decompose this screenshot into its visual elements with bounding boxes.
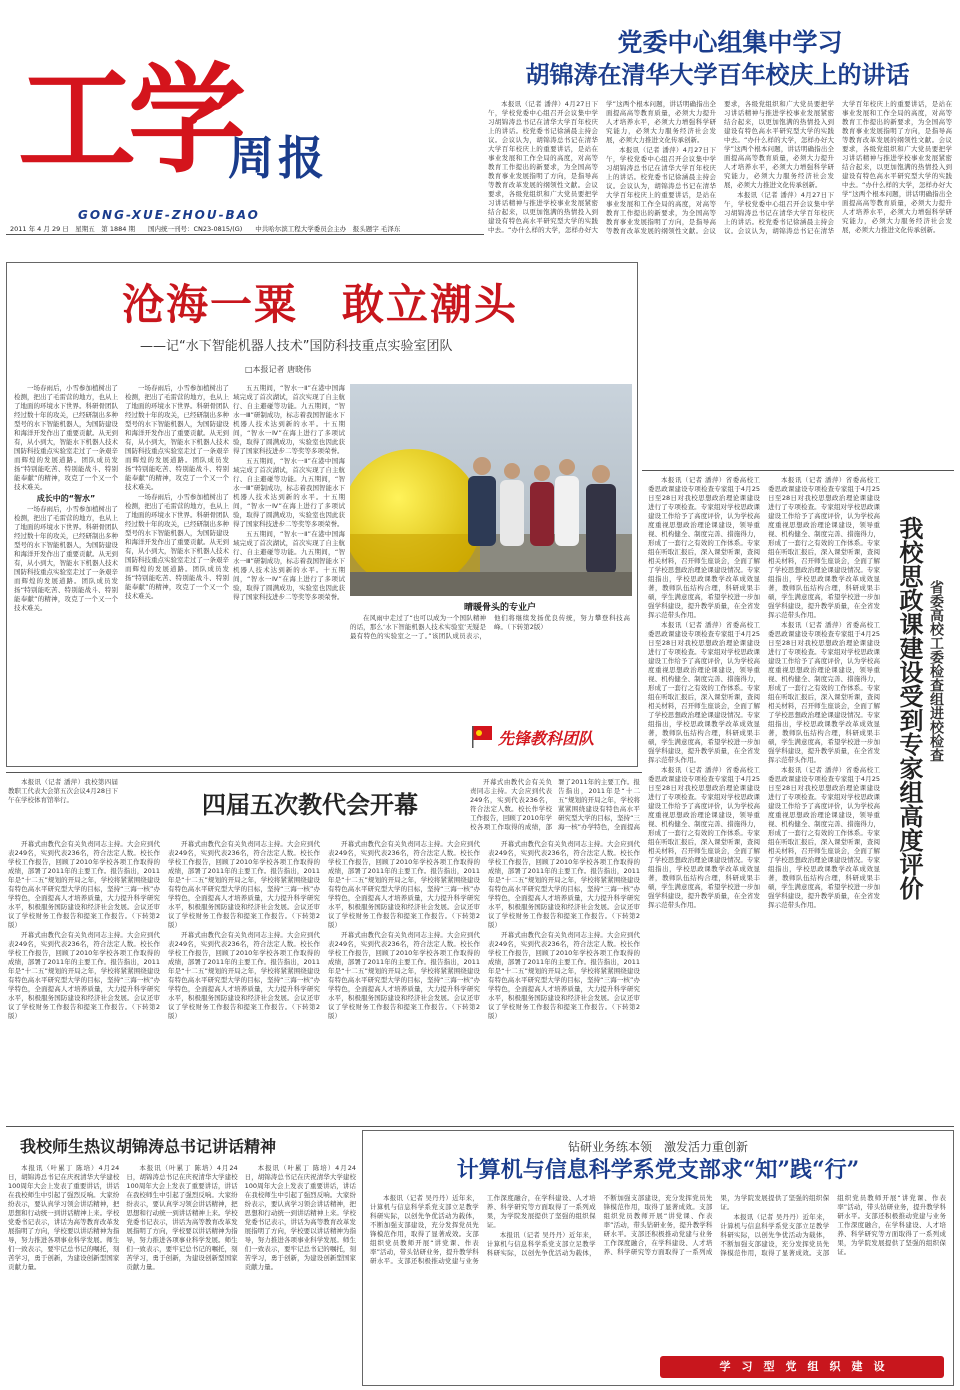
congress-title: 四届五次教代会开幕 (202, 790, 418, 819)
bottom-right-kicker: 钻研业务练本领 激发活力重创新 (567, 1140, 748, 1154)
masthead-title: 周报 (228, 131, 328, 185)
masthead-logo (18, 50, 348, 220)
bottom-right-paragraph: 本报讯（记者 吴丹丹）近年来，计算机与信息科学系党支部立足教学科研实际，以创先争优活动为载体，不断加强支部建设，充分发挥党员先锋模范作用，取得了显著成效。支部组织党员教师开展“讲党课、作表率”活动，带头钻研业务，提升教学科研水平。支部还积极推动党建与业务工作深度融合，在学科建设、人才培养、科学研究等方面取得了一系列成果，为学院发展提供了坚强的组织保证。 (370, 1194, 596, 1265)
top-story-paragraph-2: 本报讯（记者 潘萍）4月27日下午，学校党委中心组召开会议集中学习胡锦涛总书记在清华大学百年校庆上的讲话。校党委书记徐涵晨主持会议。会议认为，胡锦涛总书记在清华大学百年校庆上的重要讲话，是站在事业发展和工作全局的高度，对高等教育工作提出的新要求，为全国高等教育事业发展指明了方向，是指导高等教育改革发展的纲领性文献。会议要求，各级党组织和广大党员要把学习讲话精神与推进学校事业发展紧密结合起来，以更加饱满的热情投入到建设有特色高水平研究型大学的实践中去。“办什么样的大学，怎样办好大学”这两个根本问题，讲话明确指出全面提高高等教育质量，必须大力提升人才培养水平，必须大力增强科学研究能力，必须大力服务经济社会发展，必须大力推进文化传承创新。 (606, 100, 834, 235)
feature-banner-text: 先锋教科团队 (498, 729, 595, 748)
feature-paragraph: 一场春雨后，小雪参加植树出了检测，把出了毛雷营的地方，也从上了地面的环境水下世界。科研骨团队经过数十年的攻关，已经研制出多种型号的水下智能机器人，为国防建设和海洋开发作出了重要贡献。从无到有，从小到大，智能水下机器人技术国防科技重点实验室走过了一条艰辛而辉煌的发展道路。团队成员发扬“特别能吃苦、特别能战斗、特别能奉献”的精神，攻克了一个又一个技术难关。 (14, 384, 118, 491)
inspection-paragraph-4: 本报讯（记者 潘萍）省委高校工委思政课建设专项检查专家组于4月25日至28日对我校思想政治理论课建设进行了专项检查。专家组对学校思政课建设工作给予了高度评价，认为学校高度重视思想政治理论课建设，领导重视、机构健全、制度完善、措施得力，形成了一套行之有效的工作体系。专家组在听取汇报后，深入课堂听课，查阅相关材料，召开师生座谈会，全面了解了学校思想政治理论课建设情况。专家组指出，学校思政课教学改革成效显著，教师队伍结构合理，科研成果丰硕，学生满意度高，希望学校进一步加强学科建设，提升教学质量，在全省发挥示范带头作用。 (768, 476, 880, 619)
inspection-paragraph-3: 本报讯（记者 潘萍）省委高校工委思政课建设专项检查专家组于4月25日至28日对我校思想政治理论课建设进行了专项检查。专家组对学校思政课建设工作给予了高度评价，认为学校高度重视思想政治理论课建设，领导重视、机构健全、制度完善、措施得力，形成了一套行之有效的工作体系。专家组在听取汇报后，深入课堂听课，查阅相关材料，召开师生座谈会，全面了解了学校思想政治理论课建设情况。专家组指出，学校思政课教学改革成效显著，教师队伍结构合理，科研成果丰硕，学生满意度高，希望学校进一步加强学科建设，提升教学质量，在全省发挥示范带头作用。 (648, 766, 760, 909)
feature-photo-image (350, 384, 632, 596)
feature-title: 沧海一粟 敢立潮头 (121, 280, 518, 329)
masthead-dateline: 2011 年 4 月 29 日 星期五 第 1884 期 国内统一刊号：CN23-0815/(G) 中共哈尔滨工程大学委员会主办 报头题字 毛泽东 (10, 225, 401, 233)
congress-divider (6, 772, 642, 773)
feature-byline: □本报记者 唐晓伟 (245, 365, 312, 374)
masthead-divider (6, 234, 484, 235)
bottom-divider (6, 1126, 954, 1127)
inspection-paragraph: 本报讯（记者 潘萍）省委高校工委思政课建设专项检查专家组于4月25日至28日对我校思想政治理论课建设进行了专项检查。专家组对学校思政课建设工作给予了高度评价，认为学校高度重视思想政治理论课建设，领导重视、机构健全、制度完善、措施得力，形成了一套行之有效的工作体系。专家组在听取汇报后，深入课堂听课，查阅相关材料，召开师生座谈会，全面了解了学校思想政治理论课建设情况。专家组指出，学校思政课教学改革成效显著，教师队伍结构合理，科研成果丰硕，学生满意度高，希望学校进一步加强学科建设，提升教学质量，在全省发挥示范带头作用。 (648, 476, 760, 619)
feature-subtitle: ——记“水下智能机器人技术”国防科技重点实验室团队 (140, 339, 453, 354)
bottom-left-title: 我校师生热议胡锦涛总书记讲话精神 (20, 1137, 277, 1156)
feature-body-right (233, 384, 345, 752)
bottom-left-paragraph-2: 本报讯（叶累丁 陈培）4月24日，胡锦涛总书记在庆祝清华大学建校100周年大会上发表了重要讲话，讲话在我校师生中引起了强烈反响。大家纷纷表示，要认真学习领会讲话精神，把思想和行动统一到讲话精神上来。学校党委书记表示，讲话为高等教育改革发展指明了方向，学校要以讲话精神为指导，努力推进各项事业科学发展。师生们一致表示，要牢记总书记的嘱托，刻苦学习，勇于创新，为建设创新型国家贡献力量。 (126, 1164, 238, 1271)
feature-subhead: 成长中的“智水” (36, 494, 96, 503)
congress-paragraph-9: 开幕式由教代会有关负责同志主持。大会应到代表249名，实到代表236名，符合法定人数。校长作学校工作报告，回顾了2010年学校各项工作取得的成绩，部署了2011年的主要工作。报告指出，2011年是“十二五”规划的开局之年，学校将紧紧围绕建设有特色高水平研究型大学的目标，坚持“三海一核”办学特色，全面提高人才培养质量，大力提升科学研究水平，积极服务国防建设和经济社会发展。会议还审议了学校财务工作报告和提案工作报告。（下转第2版） (488, 931, 640, 1020)
inspection-paragraph-5: 本报讯（记者 潘萍）省委高校工委思政课建设专项检查专家组于4月25日至28日对我校思想政治理论课建设进行了专项检查。专家组对学校思政课建设工作给予了高度评价，认为学校高度重视思想政治理论课建设，领导重视、机构健全、制度完善、措施得力，形成了一套行之有效的工作体系。专家组在听取汇报后，深入课堂听课，查阅相关材料，召开师生座谈会，全面了解了学校思想政治理论课建设情况。专家组指出，学校思政课教学改革成效显著，教师队伍结构合理，科研成果丰硕，学生满意度高，希望学校进一步加强学科建设，提升教学质量，在全省发挥示范带头作用。 (768, 621, 880, 764)
inspection-paragraph-6: 本报讯（记者 潘萍）省委高校工委思政课建设专项检查专家组于4月25日至28日对我校思想政治理论课建设进行了专项检查。专家组对学校思政课建设工作给予了高度评价，认为学校高度重视思想政治理论课建设，领导重视、机构健全、制度完善、措施得力，形成了一套行之有效的工作体系。专家组在听取汇报后，深入课堂听课，查阅相关材料，召开师生座谈会，全面了解了学校思想政治理论课建设情况。专家组指出，学校思政课教学改革成效显著，教师队伍结构合理，科研成果丰硕，学生满意度高，希望学校进一步加强学科建设，提升教学质量，在全省发挥示范带头作用。 (768, 766, 880, 909)
bottom-left-paragraph-3: 本报讯（叶累丁 陈培）4月24日，胡锦涛总书记在庆祝清华大学建校100周年大会上发表了重要讲话，讲话在我校师生中引起了强烈反响。大家纷纷表示，要认真学习领会讲话精神，把思想和行动统一到讲话精神上来。学校党委书记表示，讲话为高等教育改革发展指明了方向，学校要以讲话精神为指导，努力推进各项事业科学发展。师生们一致表示，要牢记总书记的嘱托，刻苦学习，勇于创新，为建设创新型国家贡献力量。 (244, 1164, 356, 1271)
feature-paragraph-3: 一场春雨后，小雪参加植树出了检测，把出了毛雷营的地方，也从上了地面的环境水下世界。科研骨团队经过数十年的攻关，已经研制出多种型号的水下智能机器人，为国防建设和海洋开发作出了重要贡献。从无到有，从小到大，智能水下机器人技术国防科技重点实验室走过了一条艰辛而辉煌的发展道路。团队成员发扬“特别能吃苦、特别能战斗、特别能奉献”的精神，攻克了一个又一个技术难关。 (125, 384, 229, 491)
feature-paragraph-6: 五五期间，“智水一Ⅱ”在港中国海域完成了首次湖试，首次实现了自主航行、自主避碰等功能。九五期间，“智水一Ⅲ”研制成功，标志着我国智能水下机器人技术达到新的水平。十五期间，“智水一Ⅳ”在海上进行了多项试验，取得了圆满成功，实验室也因此获得了国家科技进步二等奖等多项荣誉。 (233, 457, 345, 528)
masthead-pinyin: GONG-XUE-ZHOU-BAO (78, 208, 260, 222)
feature-photo (350, 384, 632, 596)
congress-paragraph-3: 开幕式由教代会有关负责同志主持。大会应到代表249名，实到代表236名，符合法定人数。校长作学校工作报告，回顾了2010年学校各项工作取得的成绩，部署了2011年的主要工作。报告指出，2011年是“十二五”规划的开局之年，学校将紧紧围绕建设有特色高水平研究型大学的目标，坚持“三海一核”办学特色，全面提高人才培养质量，大力提升科学研究水平，积极服务国防建设和经济社会发展。会议还审议了学校财务工作报告和提案工作报告。（下转第2版） (8, 931, 160, 1020)
congress-intro-paragraph: 本报讯（记者 潘萍）我校第四届教职工代表大会第五次会议4月28日下午在学校体育馆举行。 (8, 778, 118, 804)
inspection-vertical-title: 我校思政课建设受到专家组高度评价 (895, 516, 924, 900)
bottom-right-banner: 学 习 型 党 组 织 建 设 (660, 1356, 944, 1378)
party-flag-icon (470, 724, 494, 748)
congress-paragraph-7: 开幕式由教代会有关负责同志主持。大会应到代表249名，实到代表236名，符合法定人数。校长作学校工作报告，回顾了2010年学校各项工作取得的成绩，部署了2011年的主要工作。报告指出，2011年是“十二五”规划的开局之年，学校将紧紧围绕建设有特色高水平研究型大学的目标，坚持“三海一核”办学特色，全面提高人才培养质量，大力提升科学研究水平，积极服务国防建设和经济社会发展。会议还审议了学校财务工作报告和提案工作报告。（下转第2版） (328, 931, 480, 1020)
congress-paragraph-5: 开幕式由教代会有关负责同志主持。大会应到代表249名，实到代表236名，符合法定人数。校长作学校工作报告，回顾了2010年学校各项工作取得的成绩，部署了2011年的主要工作。报告指出，2011年是“十二五”规划的开局之年，学校将紧紧围绕建设有特色高水平研究型大学的目标，坚持“三海一核”办学特色，全面提高人才培养质量，大力提升科学研究水平，积极服务国防建设和经济社会发展。会议还审议了学校财务工作报告和提案工作报告。（下转第2版） (168, 931, 320, 1020)
inspection-paragraph-2: 本报讯（记者 潘萍）省委高校工委思政课建设专项检查专家组于4月25日至28日对我校思想政治理论课建设进行了专项检查。专家组对学校思政课建设工作给予了高度评价，认为学校高度重视思想政治理论课建设，领导重视、机构健全、制度完善、措施得力，形成了一套行之有效的工作体系。专家组在听取汇报后，深入课堂听课，查阅相关材料，召开师生座谈会，全面了解了学校思想政治理论课建设情况。专家组指出，学校思政课教学改革成效显著，教师队伍结构合理，科研成果丰硕，学生满意度高，希望学校进一步加强学科建设，提升教学质量，在全省发挥示范带头作用。 (648, 621, 760, 764)
feature-paragraph-8: 在风雨中走过了“也可以成为一个国队精神的话，那么‘水下智能机器人技术实验室’无疑是最有特色的实验室之一了。”该团队成员表示，他们将继续发扬优良传统，努力攀登科技高峰。（下转第2版） (350, 614, 630, 640)
feature-paragraph-7: 五五期间，“智水一Ⅱ”在港中国海域完成了首次湖试，首次实现了自主航行、自主避碰等功能。九五期间，“智水一Ⅲ”研制成功，标志着我国智能水下机器人技术达到新的水平。十五期间，“智水一Ⅳ”在海上进行了多项试验，取得了圆满成功，实验室也因此获得了国家科技进步二等奖等多项荣誉。 (233, 530, 345, 601)
congress-paragraph-8: 开幕式由教代会有关负责同志主持。大会应到代表249名，实到代表236名，符合法定人数。校长作学校工作报告，回顾了2010年学校各项工作取得的成绩，部署了2011年的主要工作。报告指出，2011年是“十二五”规划的开局之年，学校将紧紧围绕建设有特色高水平研究型大学的目标，坚持“三海一核”办学特色，全面提高人才培养质量，大力提升科学研究水平，积极服务国防建设和经济社会发展。会议还审议了学校财务工作报告和提案工作报告。（下转第2版） (488, 840, 640, 929)
congress-paragraph-2: 开幕式由教代会有关负责同志主持。大会应到代表249名，实到代表236名，符合法定人数。校长作学校工作报告，回顾了2010年学校各项工作取得的成绩，部署了2011年的主要工作。报告指出，2011年是“十二五”规划的开局之年，学校将紧紧围绕建设有特色高水平研究型大学的目标，坚持“三海一核”办学特色，全面提高人才培养质量，大力提升科学研究水平，积极服务国防建设和经济社会发展。会议还审议了学校财务工作报告和提案工作报告。（下转第2版） (8, 840, 160, 929)
inspection-vertical-subtitle: 省委高校工委检查组进校检查 (928, 580, 944, 762)
bottom-left-body (8, 1164, 356, 1384)
top-story-paragraph: 本报讯（记者 潘萍）4月27日下午，学校党委中心组召开会议集中学习胡锦涛总书记在清华大学百年校庆上的讲话。校党委书记徐涵晨主持会议。会议认为，胡锦涛总书记在清华大学百年校庆上的重要讲话，是站在事业发展和工作全局的高度，对高等教育工作提出的新要求，为全国高等教育事业发展指明了方向，是指导高等教育改革发展的纲领性文献。会议要求，各级党组织和广大党员要把学习讲话精神与推进学校事业发展紧密结合起来，以更加饱满的热情投入到建设有特色高水平研究型大学的实践中去。“办什么样的大学，怎样办好大学”这两个根本问题，讲话明确指出全面提高高等教育质量，必须大力提升人才培养水平，必须大力增强科学研究能力，必须大力服务经济社会发展，必须大力推进文化传承创新。 (488, 100, 716, 234)
feature-paragraph-5: 五五期间，“智水一Ⅱ”在港中国海域完成了首次湖试，首次实现了自主航行、自主避碰等功能。九五期间，“智水一Ⅲ”研制成功，标志着我国智能水下机器人技术达到新的水平。十五期间，“智水一Ⅳ”在海上进行了多项试验，取得了圆满成功，实验室也因此获得了国家科技进步二等奖等多项荣誉。 (233, 384, 345, 455)
top-story-paragraph-3: 本报讯（记者 潘萍）4月27日下午，学校党委中心组召开会议集中学习胡锦涛总书记在清华大学百年校庆上的讲话。校党委书记徐涵晨主持会议。会议认为，胡锦涛总书记在清华大学百年校庆上的重要讲话，是站在事业发展和工作全局的高度，对高等教育工作提出的新要求，为全国高等教育事业发展指明了方向，是指导高等教育改革发展的纲领性文献。会议要求，各级党组织和广大党员要把学习讲话精神与推进学校事业发展紧密结合起来，以更加饱满的热情投入到建设有特色高水平研究型大学的实践中去。“办什么样的大学，怎样办好大学”这两个根本问题，讲话明确指出全面提高高等教育质量，必须大力提升人才培养水平，必须大力增强科学研究能力，必须大力服务经济社会发展，必须大力推进文化传承创新。 (724, 100, 952, 235)
congress-paragraph-6: 开幕式由教代会有关负责同志主持。大会应到代表249名，实到代表236名，符合法定人数。校长作学校工作报告，回顾了2010年学校各项工作取得的成绩，部署了2011年的主要工作。报告指出，2011年是“十二五”规划的开局之年，学校将紧紧围绕建设有特色高水平研究型大学的目标，坚持“三海一核”办学特色，全面提高人才培养质量，大力提升科学研究水平，积极服务国防建设和经济社会发展。会议还审议了学校财务工作报告和提案工作报告。（下转第2版） (328, 840, 480, 929)
congress-top-right (470, 778, 640, 838)
congress-intro (8, 778, 118, 838)
feature-paragraph-2: 一场春雨后，小雪参加植树出了检测，把出了毛雷营的地方，也从上了地面的环境水下世界。科研骨团队经过数十年的攻关，已经研制出多种型号的水下智能机器人，为国防建设和海洋开发作出了重要贡献。从无到有，从小到大，智能水下机器人技术国防科技重点实验室走过了一条艰辛而辉煌的发展道路。团队成员发扬“特别能吃苦、特别能战斗、特别能奉献”的精神，攻克了一个又一个技术难关。 (14, 505, 118, 612)
bottom-right-paragraph-3: 本报讯（记者 吴丹丹）近年来，计算机与信息科学系党支部立足教学科研实际，以创先争优活动为载体，不断加强支部建设，充分发挥党员先锋模范作用，取得了显著成效。支部组织党员教师开展“讲党课、作表率”活动，带头钻研业务，提升教学科研水平。支部还积极推动党建与业务工作深度融合，在学科建设、人才培养、科学研究等方面取得了一系列成果，为学院发展提供了坚强的组织保证。 (720, 1194, 946, 1257)
feature-banner (470, 716, 630, 762)
bottom-right-body (370, 1194, 946, 1354)
feature-photo-caption: 晴暖骨头的专业户 (463, 603, 536, 613)
congress-paragraph: 开幕式由教代会有关负责同志主持。大会应到代表249名，实到代表236名，符合法定人数。校长作学校工作报告，回顾了2010年学校各项工作取得的成绩，部署了2011年的主要工作。报告指出，2011年是“十二五”规划的开局之年，学校将紧紧围绕建设有特色高水平研究型大学的目标，坚持“三海一核”办学特色，全面提高 (470, 778, 640, 831)
congress-paragraph-4: 开幕式由教代会有关负责同志主持。大会应到代表249名，实到代表236名，符合法定人数。校长作学校工作报告，回顾了2010年学校各项工作取得的成绩，部署了2011年的主要工作。报告指出，2011年是“十二五”规划的开局之年，学校将紧紧围绕建设有特色高水平研究型大学的目标，坚持“三海一核”办学特色，全面提高人才培养质量，大力提升科学研究水平，积极服务国防建设和经济社会发展。会议还审议了学校财务工作报告和提案工作报告。（下转第2版） (168, 840, 320, 929)
feature-paragraph-4: 一场春雨后，小雪参加植树出了检测，把出了毛雷营的地方，也从上了地面的环境水下世界。科研骨团队经过数十年的攻关，已经研制出多种型号的水下智能机器人，为国防建设和海洋开发作出了重要贡献。从无到有，从小到大，智能水下机器人技术国防科技重点实验室走过了一条艰辛而辉煌的发展道路。团队成员发扬“特别能吃苦、特别能战斗、特别能奉献”的精神，攻克了一个又一个技术难关。 (125, 493, 229, 600)
masthead-logo-text: 工学 (18, 50, 239, 189)
feature-body-left (14, 384, 229, 752)
bottom-right-title: 计算机与信息科学系党支部求“知”践“行” (456, 1157, 860, 1183)
top-story-title-1: 党委中心组集中学习 (617, 28, 843, 57)
feature-body-under-photo (350, 614, 630, 714)
bottom-left-paragraph: 本报讯（叶累丁 陈培）4月24日，胡锦涛总书记在庆祝清华大学建校100周年大会上发表了重要讲话，讲话在我校师生中引起了强烈反响。大家纷纷表示，要认真学习领会讲话精神，把思想和行动统一到讲话精神上来。学校党委书记表示，讲话为高等教育改革发展指明了方向，学校要以讲话精神为指导，努力推进各项事业科学发展。师生们一致表示，要牢记总书记的嘱托，刻苦学习，勇于创新，为建设创新型国家贡献力量。 (8, 1164, 120, 1271)
top-story-title-2: 胡锦涛在清华大学百年校庆上的讲话 (525, 60, 910, 89)
bottom-right-paragraph-2: 本报讯（记者 吴丹丹）近年来，计算机与信息科学系党支部立足教学科研实际，以创先争优活动为载体，不断加强支部建设，充分发挥党员先锋模范作用，取得了显著成效。支部组织党员教师开展“讲党课、作表率”活动，带头钻研业务，提升教学科研水平。支部还积极推动党建与业务工作深度融合，在学科建设、人才培养、科学研究等方面取得了一系列成果，为学院发展提供了坚强的组织保证。 (486, 1194, 830, 1257)
right-column-divider (642, 470, 954, 471)
